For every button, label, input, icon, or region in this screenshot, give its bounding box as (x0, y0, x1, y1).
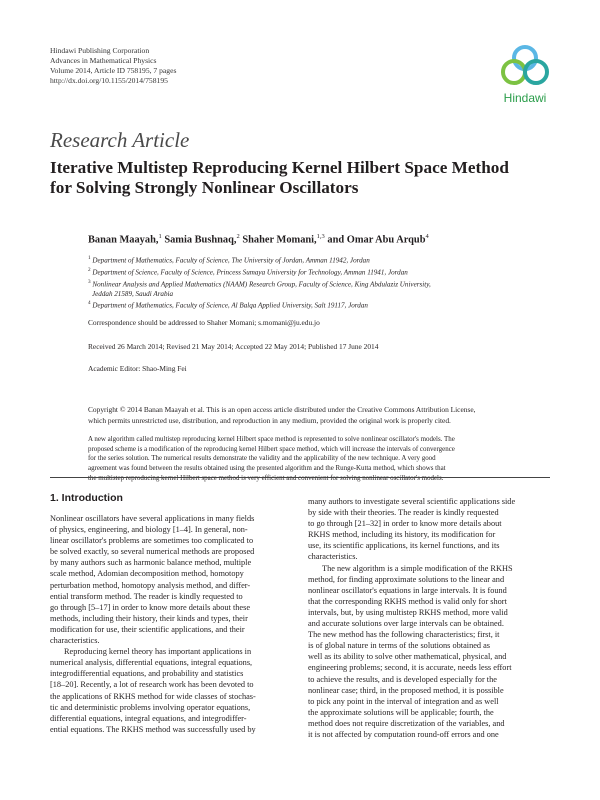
paragraph-line: numerical analysis, differential equations, integral equations, (50, 658, 253, 668)
hindawi-logo-icon (497, 44, 553, 90)
journal-header (50, 46, 176, 86)
paragraph-line: differential equations, integral equations, and integrodiffer- (50, 713, 247, 723)
author-name: and Omar Abu Arqub (327, 234, 426, 246)
paragraph-line: use, its scientific applications, its kernel functions, and its (308, 541, 500, 551)
affiliation: $^3$ Nonlinear Analysis and Applied Mathematics (NAAM) Research Group, Faculty of Science, King Abdulaziz University, (88, 278, 431, 289)
paragraph-line: integrodifferential equations, and probability and statistics (50, 669, 244, 679)
paragraph-line: methods, including their history, their kinds and types, their (50, 613, 248, 623)
paragraph-line: characteristics. (50, 636, 100, 646)
doi-link[interactable]: http://dx.doi.org/10.1155/2014/758195 (50, 76, 168, 85)
abstract-line: A new algorithm called multistep reproducing kernel Hilbert space method is represented to solve nonlinear oscillator's models. The (88, 435, 455, 443)
title-line: for Solving Strongly Nonlinear Oscillators (50, 178, 359, 197)
dates: Received 26 March 2014; Revised 21 May 2014; Accepted 22 May 2014; Published 17 June 2014 (88, 342, 379, 351)
paragraph-line: well as its ability to solve other mathematical, physical, and (308, 652, 507, 662)
paragraph-line: it is not affected by computation round-off errors and one (308, 729, 499, 739)
paragraph-line: to achieve the results, and is developed especially for the (308, 674, 497, 684)
paragraph-line: tic and deterministic problems involving operator equations, (50, 702, 251, 712)
paragraph-line: The new method has the following characteristics; first, it (308, 630, 500, 640)
affiliation: $^4$ Department of Mathematics, Faculty of Science, Al Balqa Applied University, Salt 19117, Jordan (88, 300, 368, 310)
paragraph-line: by side with their theories. The reader is kindly requested (308, 508, 499, 518)
column-left (50, 513, 292, 735)
author-name: Samia Bushnaq, (164, 234, 237, 246)
paragraph-line: perturbation method, homotopy analysis method, and differ- (50, 580, 251, 590)
paragraph-line: by many authors such as harmonic balance method, multiple (50, 558, 252, 568)
author-sup: 1,3 (316, 233, 325, 240)
author-list (88, 233, 429, 245)
paragraph-line: be solved exactly, so several numerical methods are proposed (50, 547, 255, 557)
affiliations (88, 254, 548, 311)
paragraph-line: modification for use, their scientific applications, and their (50, 624, 245, 634)
abstract-line: proposed scheme is a modification of the reproducing kernel Hilbert space method, which will increase the intervals of convergence (88, 444, 455, 453)
logo-text: Hindawi (503, 91, 547, 105)
paragraph-line: many authors to investigate several scientific applications side (308, 497, 516, 506)
article-title (50, 158, 550, 198)
hindawi-logo (497, 44, 553, 106)
paragraph-line: engineering problems; second, it is accurate, needs less effort (308, 663, 512, 673)
paragraph-line: characteristics. (308, 552, 358, 562)
affiliation: $^2$ Department of Science, Faculty of Science, Princess Sumaya University for Technology, Amman 11941, Jordan (88, 266, 408, 277)
paragraph-line: [18–20]. Recently, a lot of research work has been devoted to (50, 680, 254, 690)
paragraph-line: method, for finding approximate solutions to the linear and (308, 574, 505, 584)
paragraph-line: ential transform method. The reader is kindly requested to (50, 591, 243, 601)
copyright: Copyright © 2014 Banan Maayah et al. This is an open access article distributed under the Creative Commons Attribution License, which permits unrestricted use, distribution, and reproduction in any medium, provided the original work is properly cited. (88, 405, 476, 425)
divider (50, 477, 550, 478)
paragraph-line: method does not require discretization of the variables, and (308, 718, 505, 728)
article-type: Research Article (50, 128, 190, 152)
journal-name: Advances in Mathematical Physics (50, 56, 157, 65)
paragraph-line: is of global nature in terms of the solutions obtained as (308, 641, 491, 651)
academic-editor: Academic Editor: Shao-Ming Fei (88, 364, 187, 373)
paragraph-line: the applications of RKHS method for wide classes of stochas- (50, 691, 256, 701)
paragraph-line: RKHS method, including its history, its modification for (308, 530, 496, 540)
paragraph-line: intervals, but, by using multistep RKHS method, more valid (308, 607, 508, 617)
paragraph-line: nonlinear oscillator's equations in large intervals. It is found (308, 585, 507, 595)
correspondence: Correspondence should be addressed to Shaher Momani; s.momani@ju.edu.jo (88, 318, 320, 327)
paragraph-line: The new algorithm is a simple modification of the RKHS (322, 563, 513, 573)
publisher: Hindawi Publishing Corporation (50, 46, 150, 55)
paragraph-line: nonlinear case; third, in the proposed method, it is possible (308, 685, 504, 695)
affiliation: $^1$ Department of Mathematics, Faculty of Science, The University of Jordan, Amman 11942, Jordan (88, 255, 370, 265)
paragraph-line: ential equations. The RKHS method was successfully used by (50, 724, 256, 734)
volume-info: Volume 2014, Article ID 758195, 7 pages (50, 66, 177, 75)
paragraph-line: to pick any point in the interval of integration and as well (308, 696, 499, 706)
paragraph-line: of physics, engineering, and biology [1–4]. In general, non- (50, 525, 248, 535)
paragraph-line: Nonlinear oscillators have several applications in many fields (50, 514, 255, 523)
section-heading: 1. Introduction (50, 492, 123, 504)
author-sup: 4 (425, 233, 429, 240)
abstract-line: for the series solution. The numerical results demonstrate the validity and the applicability of the new technique. A very good (88, 454, 436, 463)
author-name: Banan Maayah, (88, 234, 159, 246)
column-right (308, 496, 550, 740)
title-line: Iterative Multistep Reproducing Kernel Hilbert Space Method (50, 158, 509, 177)
author-sup: 1 (158, 233, 162, 240)
author-sup: 2 (236, 233, 240, 240)
paragraph-line: Reproducing kernel theory has important applications in (64, 647, 252, 657)
paragraph-line: go through [5–17] in order to know more details about these (50, 602, 251, 612)
paragraph-line: and accurate solutions over large intervals can be obtained. (308, 619, 504, 629)
affiliation: Jeddah 21589, Saudi Arabia (92, 289, 174, 298)
author-name: Shaher Momani, (242, 234, 317, 246)
paragraph-line: the approximate solutions will be applicable; fourth, the (308, 707, 494, 717)
paragraph-line: that the corresponding RKHS method is valid only for short (308, 596, 507, 606)
abstract-line: agreement was found between the results obtained using the presented algorithm and the Runge-Kutta method, which shows that (88, 464, 446, 473)
paragraph-line: linear oscillator's problems are sometimes too complicated to (50, 536, 254, 546)
paragraph-line: scale method, Adomian decomposition method, homotopy (50, 569, 244, 579)
abstract-line (88, 474, 550, 484)
paragraph-line: to go through [21–32] in order to know more details about (308, 519, 502, 529)
